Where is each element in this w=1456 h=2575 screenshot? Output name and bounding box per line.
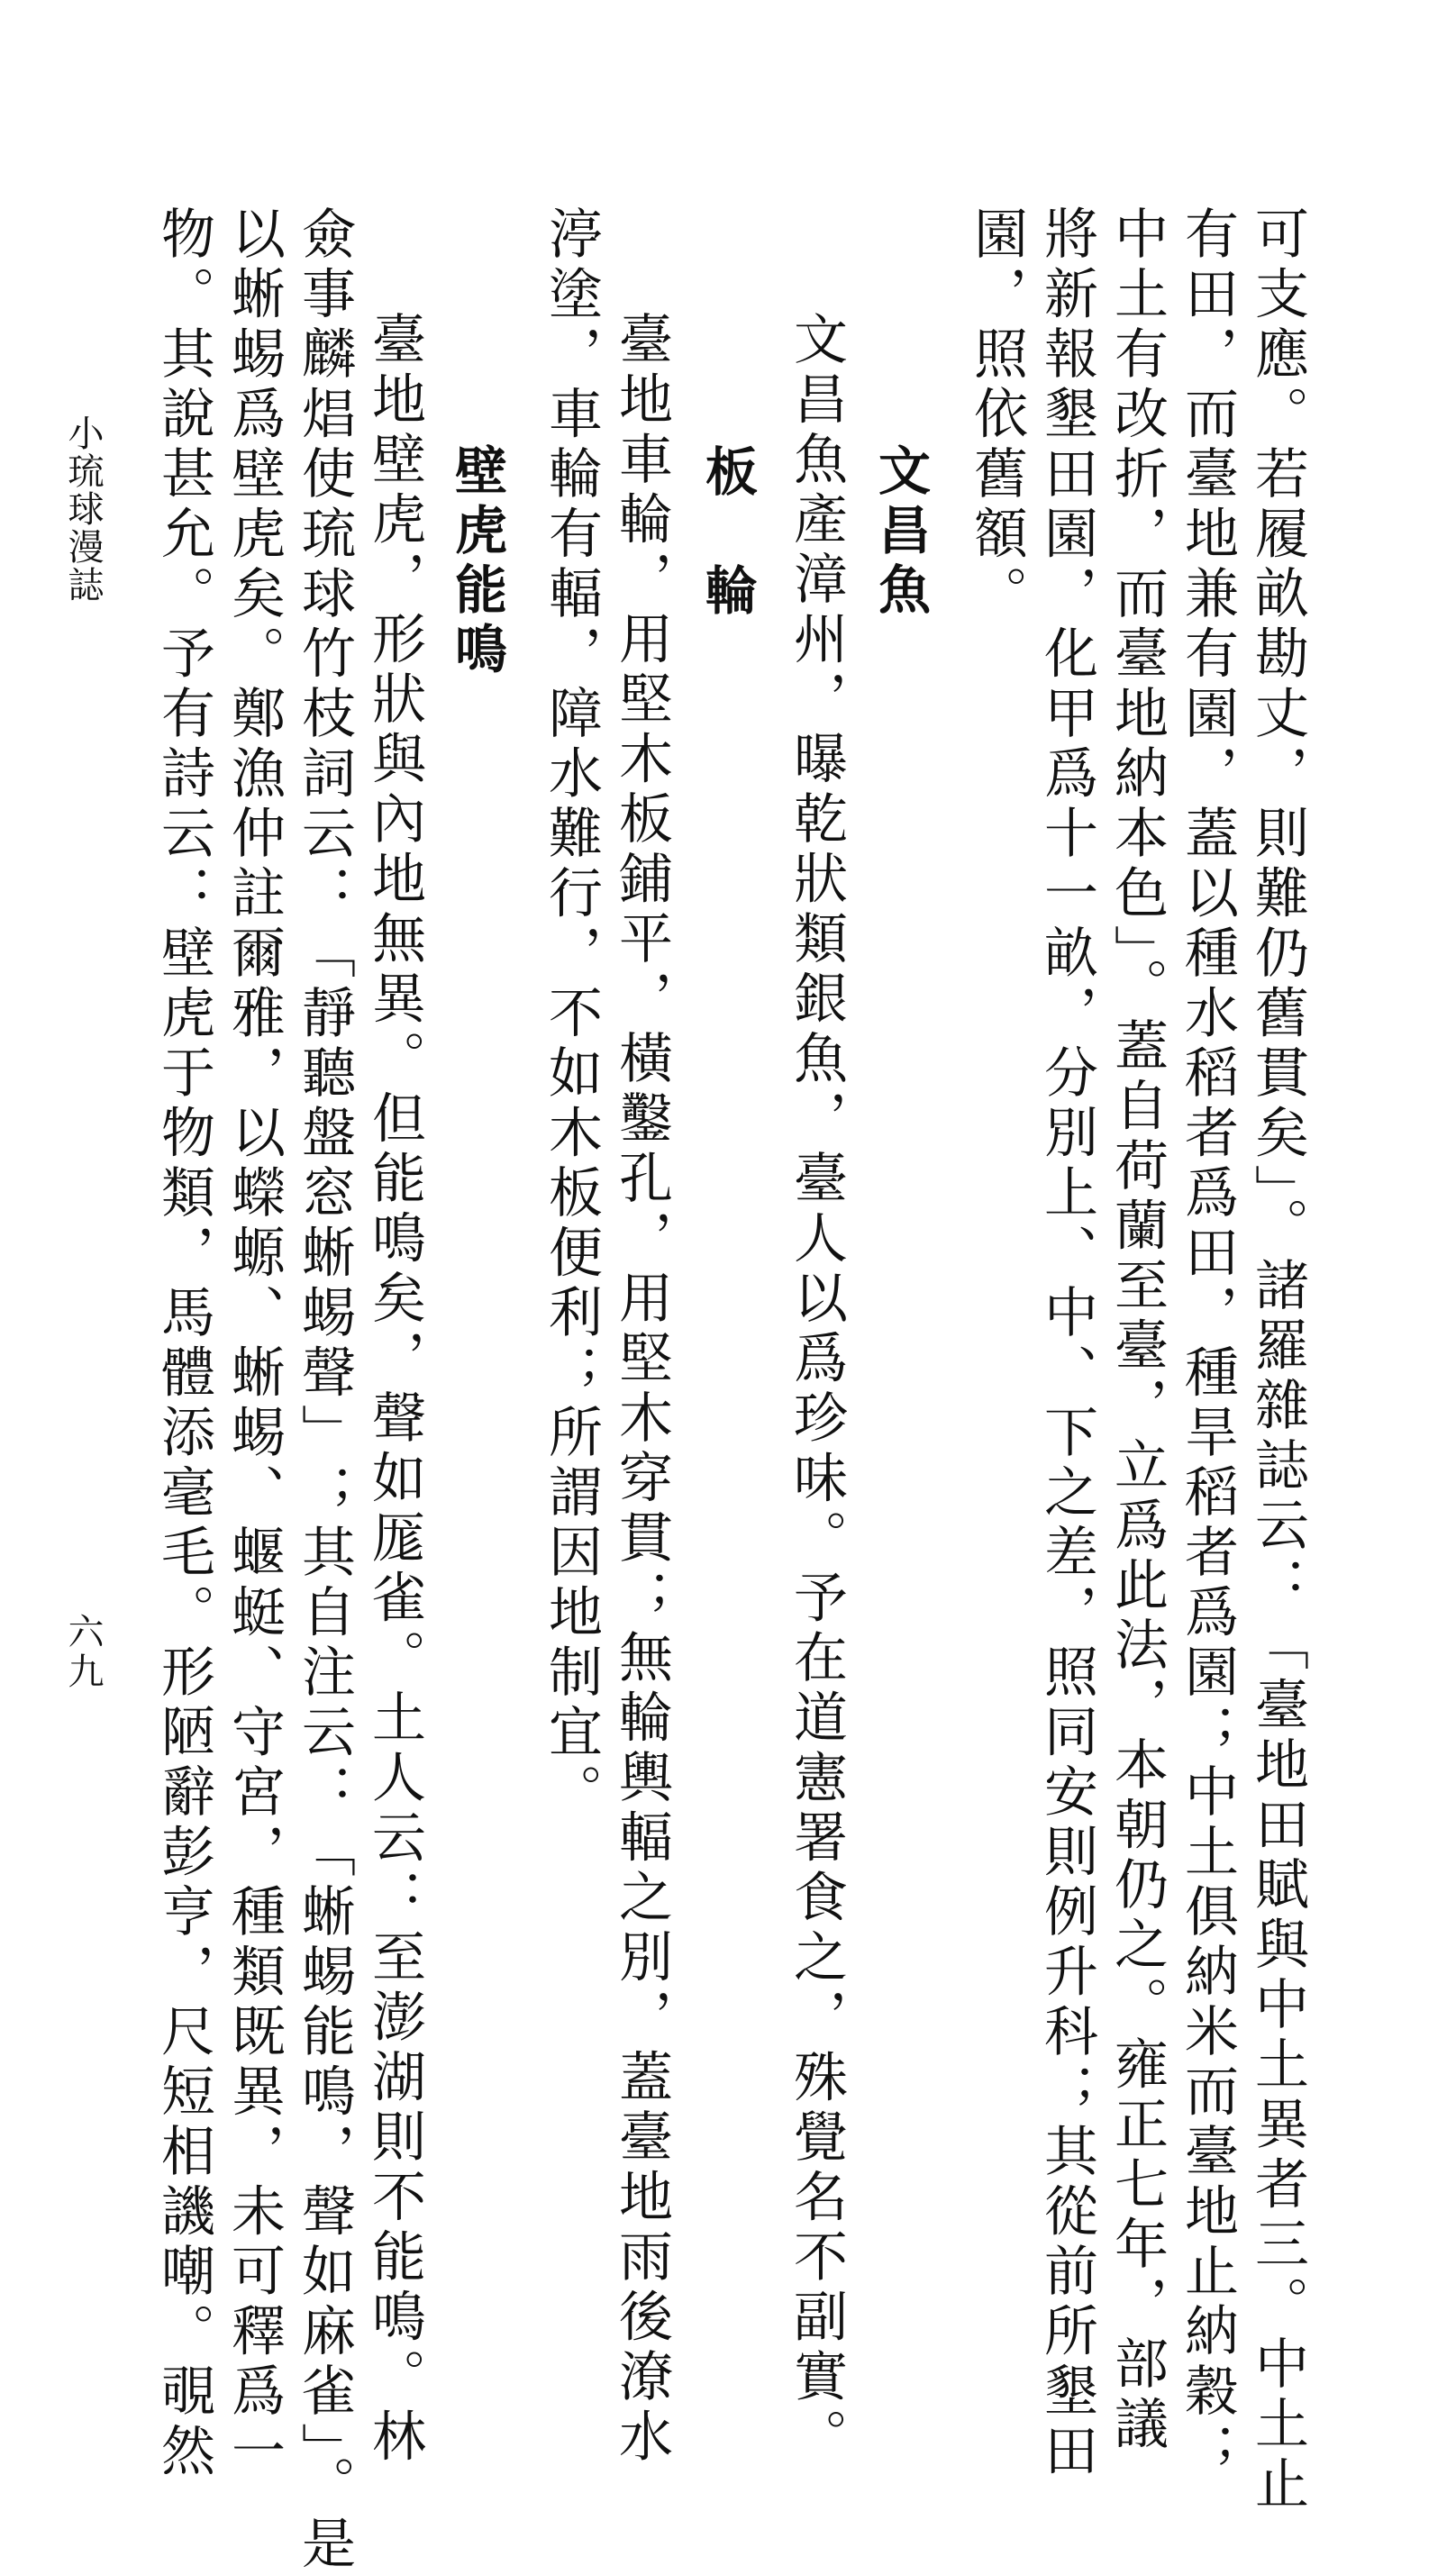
text-column-3: 中土有改折，而臺地納本色」。蓋自荷蘭至臺，立爲此法，本朝仍之。雍正七年，部議 <box>1106 205 1169 2455</box>
text-column-4: 將新報墾田園，化甲爲十一畝，分別上、中、下之差，照同安則例升科；其從前所墾田 <box>1035 205 1098 2482</box>
section-heading-gecko-call: 壁虎能鳴 <box>446 443 507 681</box>
text-column-6: 文昌魚產漳州，曝乾狀類銀魚，臺人以爲珍味。予在道憲署食之，殊覺名不副實。 <box>785 311 848 2468</box>
text-column-9: 臺地壁虎，形狀與內地無異。但能鳴矣，聲如厖雀。土人云：至澎湖則不能鳴。林 <box>363 311 426 2468</box>
text-column-7: 臺地車輪，用堅木板鋪平，橫鑿孔，用堅木穿貫；無輪輿輻之別，蓋臺地雨後潦水 <box>610 311 673 2468</box>
page-number: 六九 <box>62 1613 104 1692</box>
section-heading-wenchang-fish: 文昌魚 <box>869 443 931 622</box>
running-title: 小琉球漫誌 <box>62 414 104 604</box>
section-heading-plank-wheel: 板 輪 <box>696 444 758 623</box>
text-column-8: 渟塗，車輪有輻，障水難行，不如木板便利；所謂因地制宜。 <box>540 205 603 1824</box>
text-column-1: 可支應。若履畝勘丈，則難仍舊貫矣」。諸羅雜誌云：「臺地田賦與中土異者三。中土止 <box>1246 205 1309 2516</box>
text-column-2: 有田，而臺地兼有園，蓋以種水稻者爲田，種旱稻者爲園；中土俱納米而臺地止納穀； <box>1176 205 1239 2482</box>
text-column-10: 僉事麟焻使琉球竹枝詞云：「靜聽盤窓蜥蜴聲」；其自注云：「蜥蜴能鳴，聲如麻雀」。是 <box>293 205 356 2575</box>
text-column-12: 物。其說甚允。予有詩云：壁虎于物類，馬體添毫毛。形陋辭彭亨，尺短相譏嘲。覗然 <box>152 205 215 2482</box>
text-column-11: 以蜥蜴爲壁虎矣。鄭漁仲註爾雅，以蠑螈、蜥蜴、蝘蜓、守宮，種類既異，未可釋爲一 <box>223 205 286 2482</box>
text-column-5: 園，照依舊額。 <box>965 205 1028 625</box>
